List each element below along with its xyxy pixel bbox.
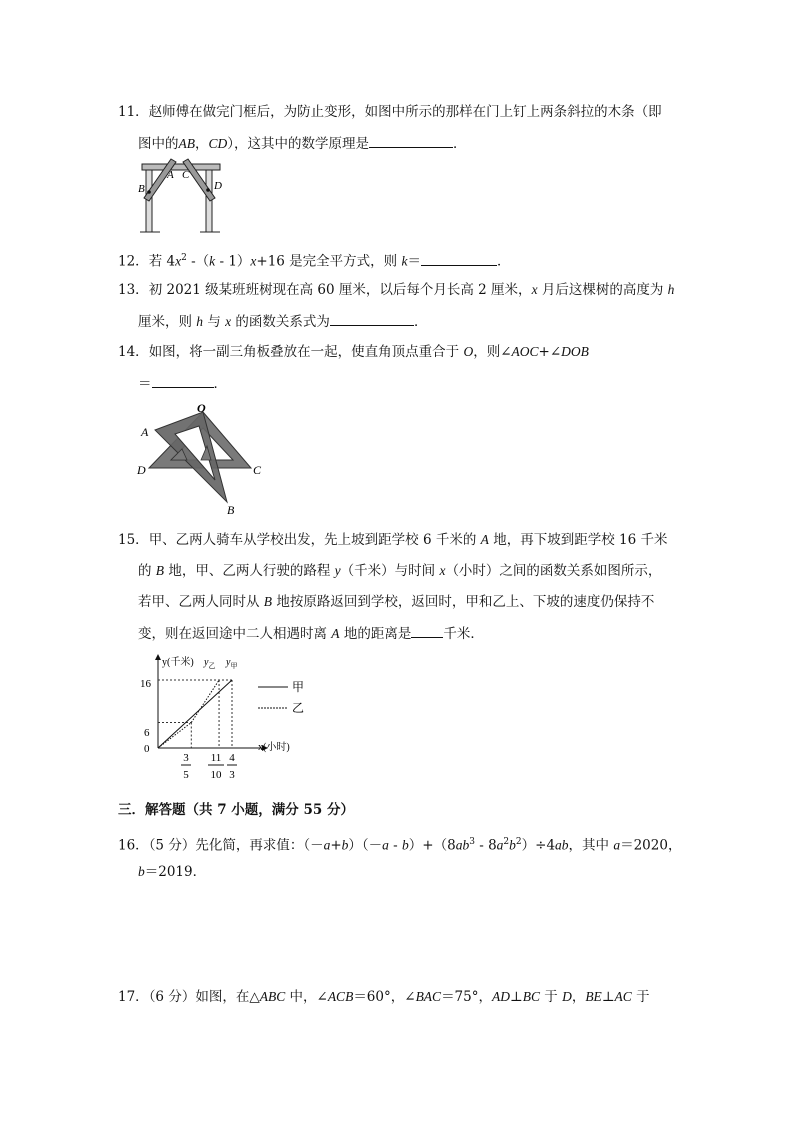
q12-end: ． [496, 253, 511, 270]
q16-ab3: ab [455, 837, 470, 853]
q17-t2: 中，∠ [285, 989, 328, 1005]
q14-t2: ，则∠ [473, 344, 512, 360]
q16-t9: ＝2020， [620, 837, 682, 854]
q16-t10: ＝2019． [144, 864, 207, 880]
q12-number: 12． [118, 253, 149, 270]
q14-plus: +∠ [538, 344, 562, 360]
q13-x: x [531, 282, 538, 297]
q12-x: x [175, 253, 182, 269]
q16-b2s: b [509, 837, 516, 853]
q12-answer-blank[interactable] [421, 251, 497, 266]
xtick-num-2: 11 [210, 752, 222, 764]
q16-a2: a [382, 837, 389, 853]
q14-end: ． [213, 376, 227, 392]
q15-t7: 若甲、乙两人同时从 [138, 594, 264, 610]
q16-b: b [341, 837, 349, 853]
q12-sup: 2 [181, 253, 187, 263]
xtick-num-1: 3 [183, 752, 189, 764]
q17-t8: ⊥ [601, 989, 615, 1005]
x-axis-label: x(小时) [258, 742, 290, 753]
q15-x: x [439, 563, 446, 578]
q15-t11: 千米． [443, 626, 484, 642]
q15-A2: A [331, 626, 340, 641]
q16-number: 16． [118, 837, 149, 854]
label-D: D [137, 463, 146, 477]
triangle-rulers-figure [135, 402, 270, 517]
q16-t6: - 8 [474, 837, 497, 854]
q16-sup2a: 2 [503, 837, 510, 847]
q17-AC: AC [614, 989, 632, 1004]
q15-t6: （小时）之间的函数关系如图所示， [445, 563, 662, 579]
q16-ab: ab [555, 837, 569, 853]
y-jia-label: $y_甲$ [226, 657, 238, 670]
q11-comma: ， [195, 136, 209, 152]
q12-t4: +16 是完全平方式，则 [256, 253, 402, 270]
q12-line [118, 248, 510, 272]
ytick-0: 0 [144, 743, 150, 755]
q16-sup2b: 2 [515, 837, 522, 847]
q11-answer-blank[interactable] [369, 133, 453, 148]
q16-t1: （5 分）先化简，再求值：（－ [148, 837, 324, 854]
q14-answer-blank[interactable] [152, 373, 214, 388]
door-frame-figure [138, 160, 228, 235]
ytick-6: 6 [144, 727, 150, 739]
q15-t2: 地，再下坡到距学校 16 千米 [488, 532, 668, 548]
label-D: D [214, 180, 222, 192]
q17-ACB: ACB [327, 989, 354, 1004]
xtick-den-3: 3 [229, 769, 235, 781]
q13-h: h [667, 282, 675, 297]
q15-B2: B [263, 594, 273, 609]
xtick-num-3: 4 [229, 752, 235, 764]
q17-AD: AD [492, 989, 510, 1004]
label-C: C [253, 463, 262, 477]
label-A: A [167, 169, 174, 181]
q16-t2: + [330, 837, 342, 854]
label-C: C [182, 169, 190, 181]
q15-line3 [138, 592, 654, 612]
q15-line4 [138, 623, 484, 644]
q11-number: 11． [118, 104, 149, 120]
q15-t4: 地，甲、乙两人行驶的路程 [164, 563, 335, 579]
q13-t4: 与 [203, 314, 226, 330]
q14-DOB: DOB [561, 344, 589, 359]
q15-t10: 地的距离是 [339, 626, 412, 642]
q13-line2 [138, 311, 427, 332]
q11-end: ． [453, 136, 467, 152]
q16-b3: b [138, 864, 145, 879]
q13-x2: x [225, 314, 232, 329]
q15-t1: 甲、乙两人骑车从学校出发，先上坡到距学校 6 千米的 [148, 532, 481, 548]
xtick-den-2: 10 [210, 769, 222, 781]
q16-line1 [118, 832, 681, 856]
q15-answer-blank[interactable] [411, 623, 443, 638]
q15-y: y [334, 563, 341, 578]
q13-answer-blank[interactable] [330, 311, 414, 326]
q12-k2: k [401, 253, 408, 269]
q11-text2: 图中的 [138, 136, 179, 152]
q16-t8: ，其中 [568, 837, 614, 854]
legend-jia: 甲 [292, 680, 305, 694]
q11-line2 [138, 133, 467, 154]
q13-t1: 初 2021 级某班班树现在高 60 厘米，以后每个月长高 2 厘米， [148, 282, 532, 298]
q16-t7: ）÷4 [521, 837, 556, 854]
q16-a: a [323, 837, 331, 853]
y-axis-arrow [155, 654, 161, 660]
q11-ab: AB [178, 136, 195, 151]
q15-t9: 变，则在返回途中二人相遇时离 [138, 626, 332, 642]
q17-t5: ⊥ [510, 989, 523, 1005]
label-B: B [138, 183, 145, 195]
q17-line1 [118, 987, 650, 1007]
q11-text: 赵师傅在做完门框后，为防止变形，如图中所示的那样在门上钉上两条斜拉的木条（即 [148, 104, 662, 120]
q15-t5: （千米）与时间 [340, 563, 440, 579]
q12-t1: 若 4 [148, 253, 176, 270]
q17-t4: ＝75°， [441, 989, 492, 1005]
q15-t8: 地按原路返回到学校，返回时，甲和乙上、下坡的速度仍保持不 [272, 594, 655, 610]
y-axis-label: y(千米) [162, 657, 194, 668]
q17-BE: BE [585, 989, 602, 1004]
q14-eq: ＝ [138, 376, 152, 392]
q17-t1: （6 分）如图，在△ [148, 989, 260, 1005]
q12-t2: -（ [186, 253, 210, 270]
legend-yi: 乙 [292, 701, 305, 715]
label-O: O [197, 401, 206, 415]
q14-O: O [463, 344, 474, 359]
q16-t5: ）+（8 [408, 837, 456, 854]
q17-D: D [562, 989, 572, 1004]
label-A: A [141, 425, 149, 439]
q17-t6: 于 [539, 989, 563, 1005]
q15-line2 [138, 561, 661, 581]
section3-title: 三．解答题（共 7 小题，满分 55 分） [118, 802, 354, 818]
q17-ABC: ABC [259, 989, 286, 1004]
q13-number: 13． [118, 282, 149, 298]
q12-k: k [209, 253, 216, 269]
q16-sup3: 3 [469, 837, 475, 847]
xtick-den-1: 5 [183, 769, 189, 781]
q16-t4: - [388, 837, 403, 854]
q16-a3: a [613, 837, 621, 853]
q13-t3: 厘米，则 [138, 314, 197, 330]
q17-BAC: BAC [415, 989, 442, 1004]
q15-A: A [480, 532, 489, 547]
q17-BC: BC [522, 989, 540, 1004]
q14-line1 [118, 342, 589, 362]
q15-number: 15． [118, 532, 149, 548]
label-B: B [227, 503, 235, 517]
q12-t5: ＝ [407, 253, 421, 270]
q13-line1 [118, 280, 674, 300]
q16-t3: ）（－ [348, 837, 383, 854]
q17-t9: 于 [631, 989, 650, 1005]
q15-distance-time-chart [138, 652, 318, 788]
q15-t3: 的 [138, 563, 156, 579]
q15-line1 [118, 530, 667, 550]
q11-line1 [118, 102, 662, 122]
q13-t5: 的函数关系式为 [231, 314, 330, 330]
ytick-16: 16 [140, 678, 151, 690]
q13-end: ． [413, 314, 428, 330]
q17-t7: ， [571, 989, 586, 1005]
q12-x2: x [250, 253, 257, 269]
q11-cd: CD [208, 136, 228, 151]
q16-b2: b [402, 837, 409, 853]
q11-text3: ），这其中的数学原理是 [227, 136, 370, 152]
series-line-jia [158, 680, 232, 748]
q14-AOC: AOC [511, 344, 539, 359]
q12-t3: - 1） [215, 253, 251, 270]
q17-t3: ＝60°，∠ [353, 989, 416, 1005]
q17-number: 17． [118, 989, 149, 1005]
q14-line2 [138, 373, 227, 394]
q16-a2b2: a [496, 837, 504, 853]
q13-t2: 月后这棵树的高度为 [537, 282, 668, 298]
series-line-yi [158, 680, 219, 748]
q14-number: 14． [118, 344, 149, 360]
q14-t1: 如图，将一副三角板叠放在一起，使直角顶点重合于 [148, 344, 464, 360]
q13-h2: h [196, 314, 204, 329]
y-yi-label: $y_乙$ [204, 657, 216, 670]
q15-B: B [155, 563, 165, 578]
q16-line2 [138, 862, 206, 882]
